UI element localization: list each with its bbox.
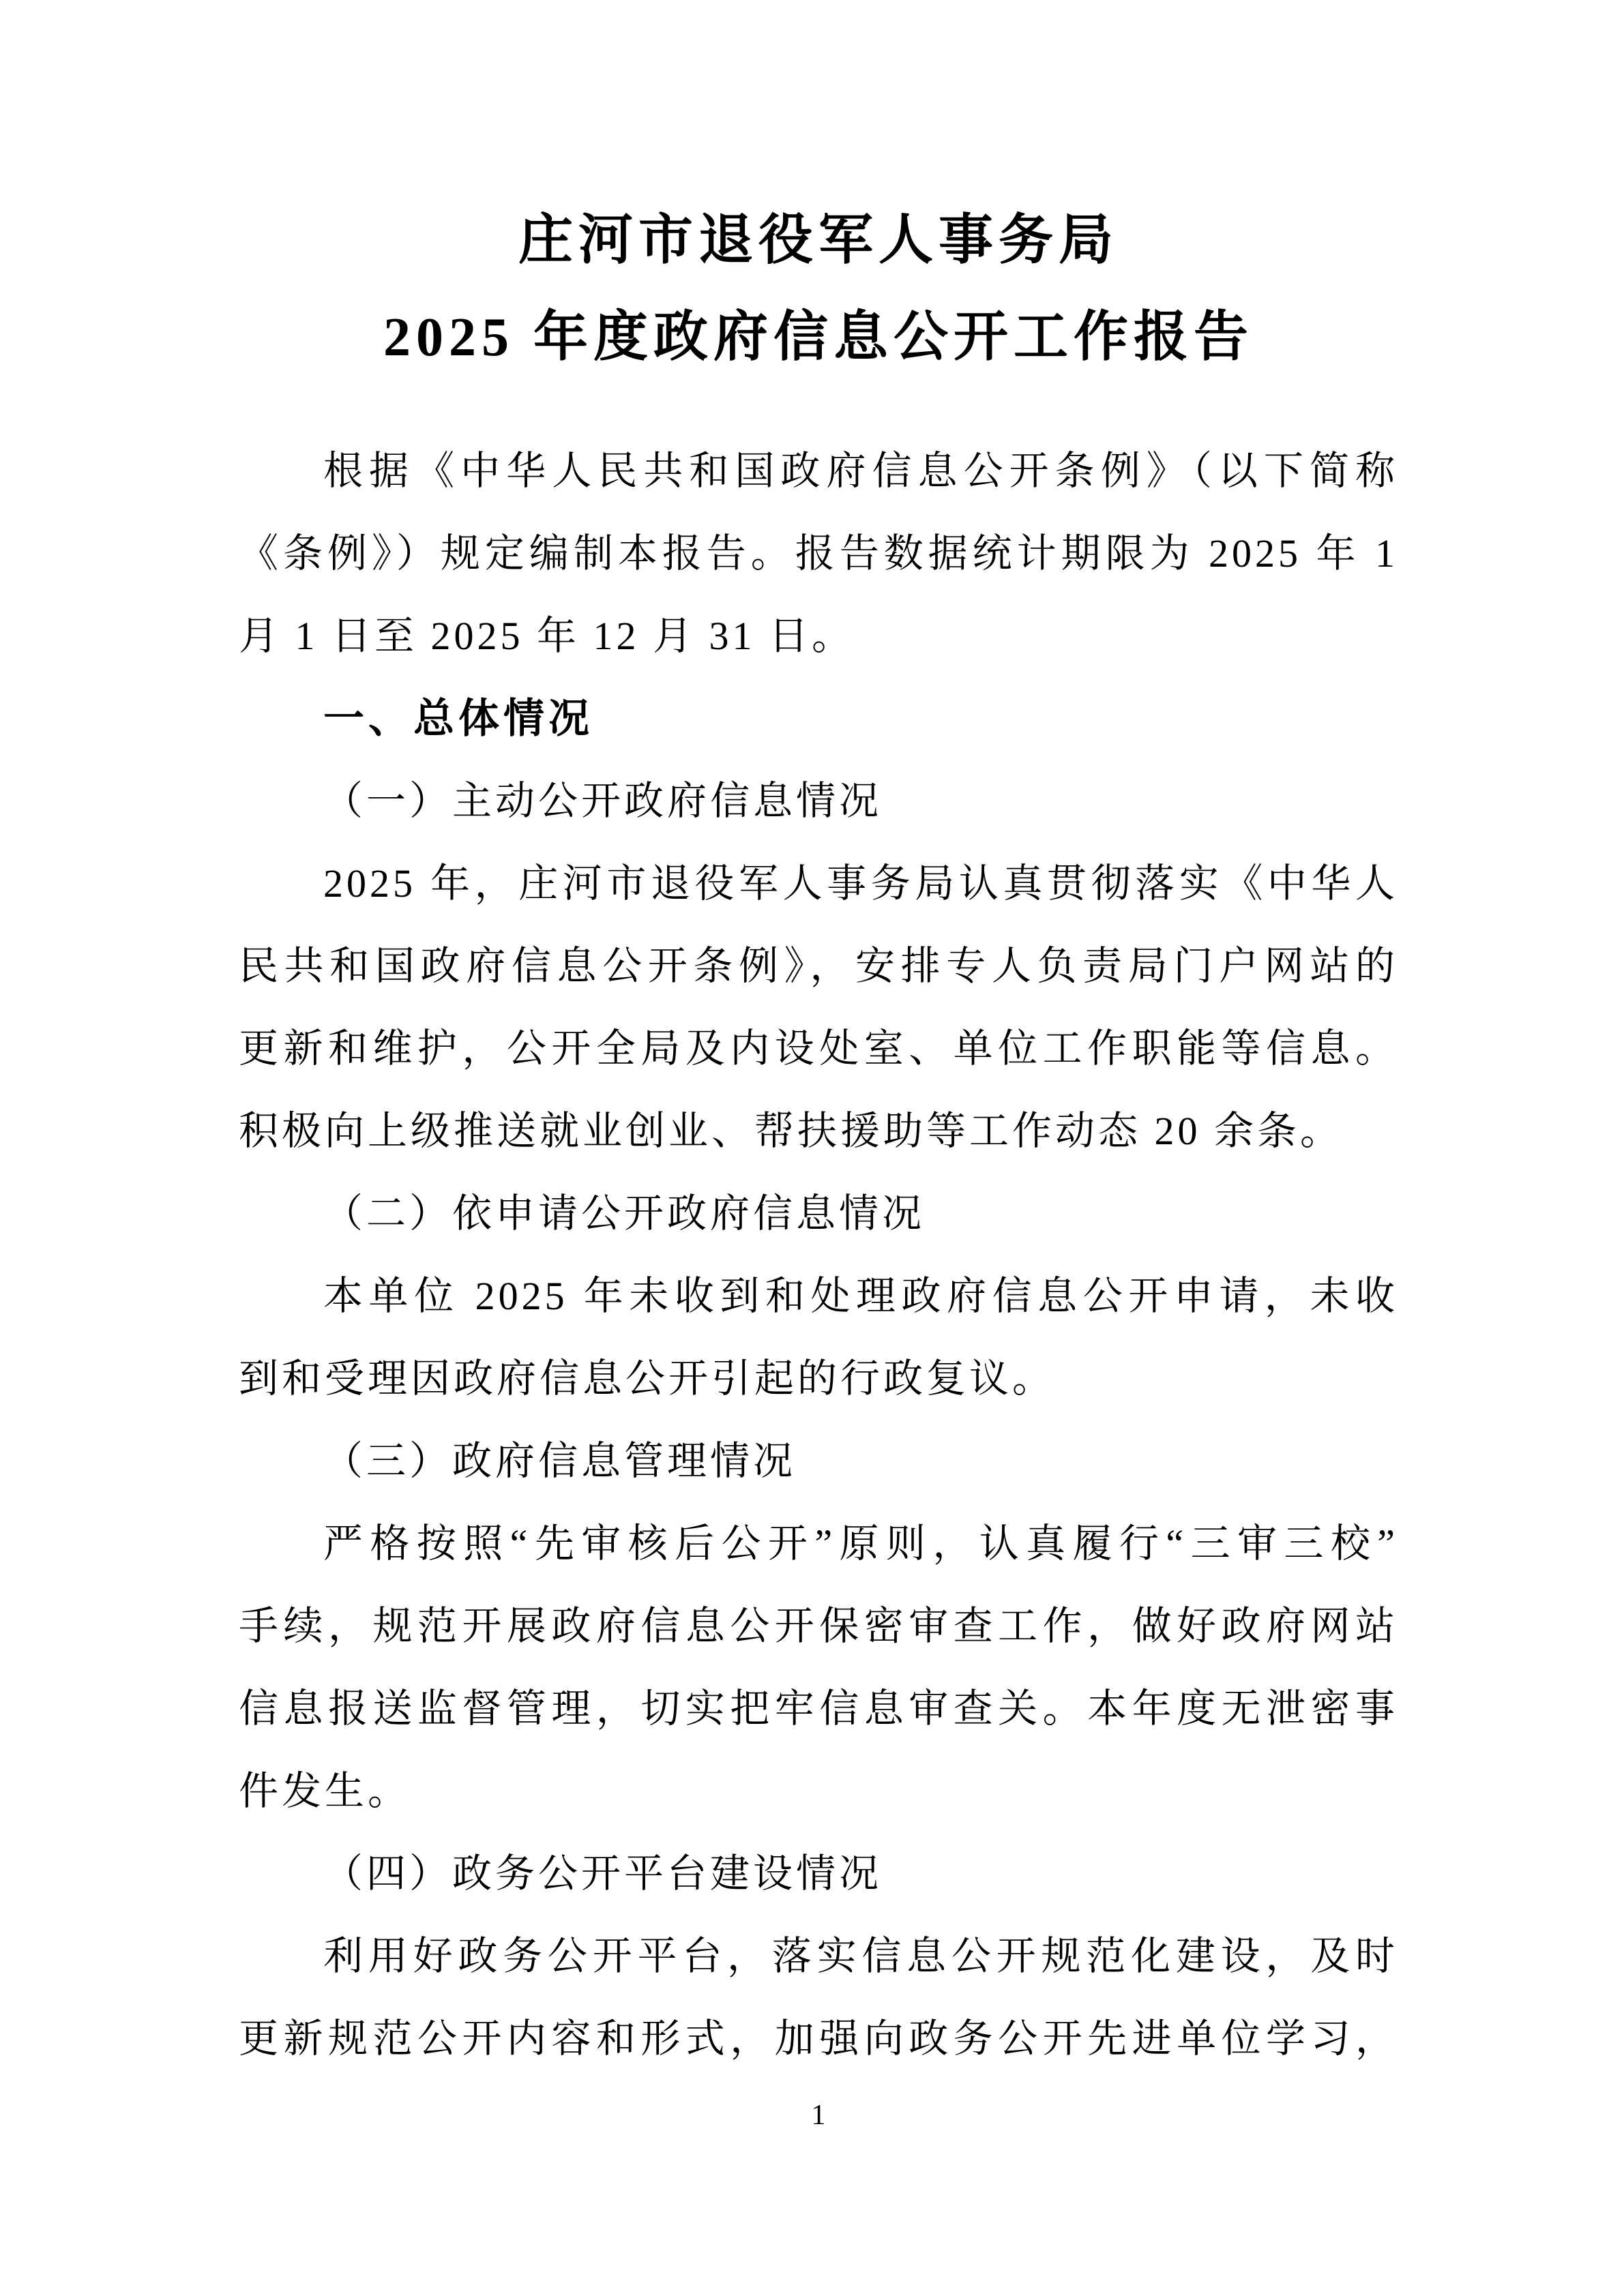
paragraph-line: 民共和国政府信息公开条例》，安排专人负责局门户网站的 [239,944,1398,988]
subsection-heading: （二）依申请公开政府信息情况 [323,1191,926,1236]
paragraph-line: 严格按照“先审核后公开”原则，认真履行“三审三校” [323,1521,1398,1566]
subsection-heading: （一）主动公开政府信息情况 [323,779,883,823]
paragraph-line: 更新和维护，公开全局及内设处室、单位工作职能等信息。 [239,1026,1398,1071]
paragraph-line: 月 1 日至 2025 年 12 月 31 日。 [239,614,855,658]
page-number: 1 [811,2100,826,2131]
paragraph-line: 利用好政务公开平台，落实信息公开规范化建设，及时 [323,1934,1398,1978]
paragraph-line: 手续，规范开展政府信息公开保密审查工作，做好政府网站 [239,1604,1398,1648]
paragraph-line: 更新规范公开内容和形式，加强向政务公开先进单位学习， [239,2016,1398,2061]
subsection-heading: （四）政务公开平台建设情况 [323,1851,883,1896]
document-title [239,192,1398,386]
paragraph-line: 《条例》）规定编制本报告。报告数据统计期限为 2025 年 1 [239,531,1398,576]
paragraph-line: 2025 年，庄河市退役军人事务局认真贯彻落实《中华人 [323,861,1398,906]
paragraph-line: 信息报送监督管理，切实把牢信息审查关。本年度无泄密事 [239,1686,1398,1731]
section-heading: 一、总体情况 [323,696,593,741]
paragraph-line: 积极向上级推送就业创业、帮扶援助等工作动态 20 余条。 [239,1109,1344,1153]
subsection-heading: （三）政府信息管理情况 [323,1439,797,1483]
paragraph-line: 件发生。 [239,1769,411,1813]
document-title-line-1: 庄河市退役军人事务局 [518,211,1119,271]
paragraph-line: 根据《中华人民共和国政府信息公开条例》（以下简称 [323,449,1398,493]
document-title-line-2: 2025 年度政府信息公开工作报告 [383,308,1254,368]
paragraph-line: 到和受理因政府信息公开引起的行政复议。 [239,1356,1056,1401]
paragraph-line: 本单位 2025 年未收到和处理政府信息公开申请，未收 [323,1274,1398,1318]
document-body [239,430,1398,2080]
